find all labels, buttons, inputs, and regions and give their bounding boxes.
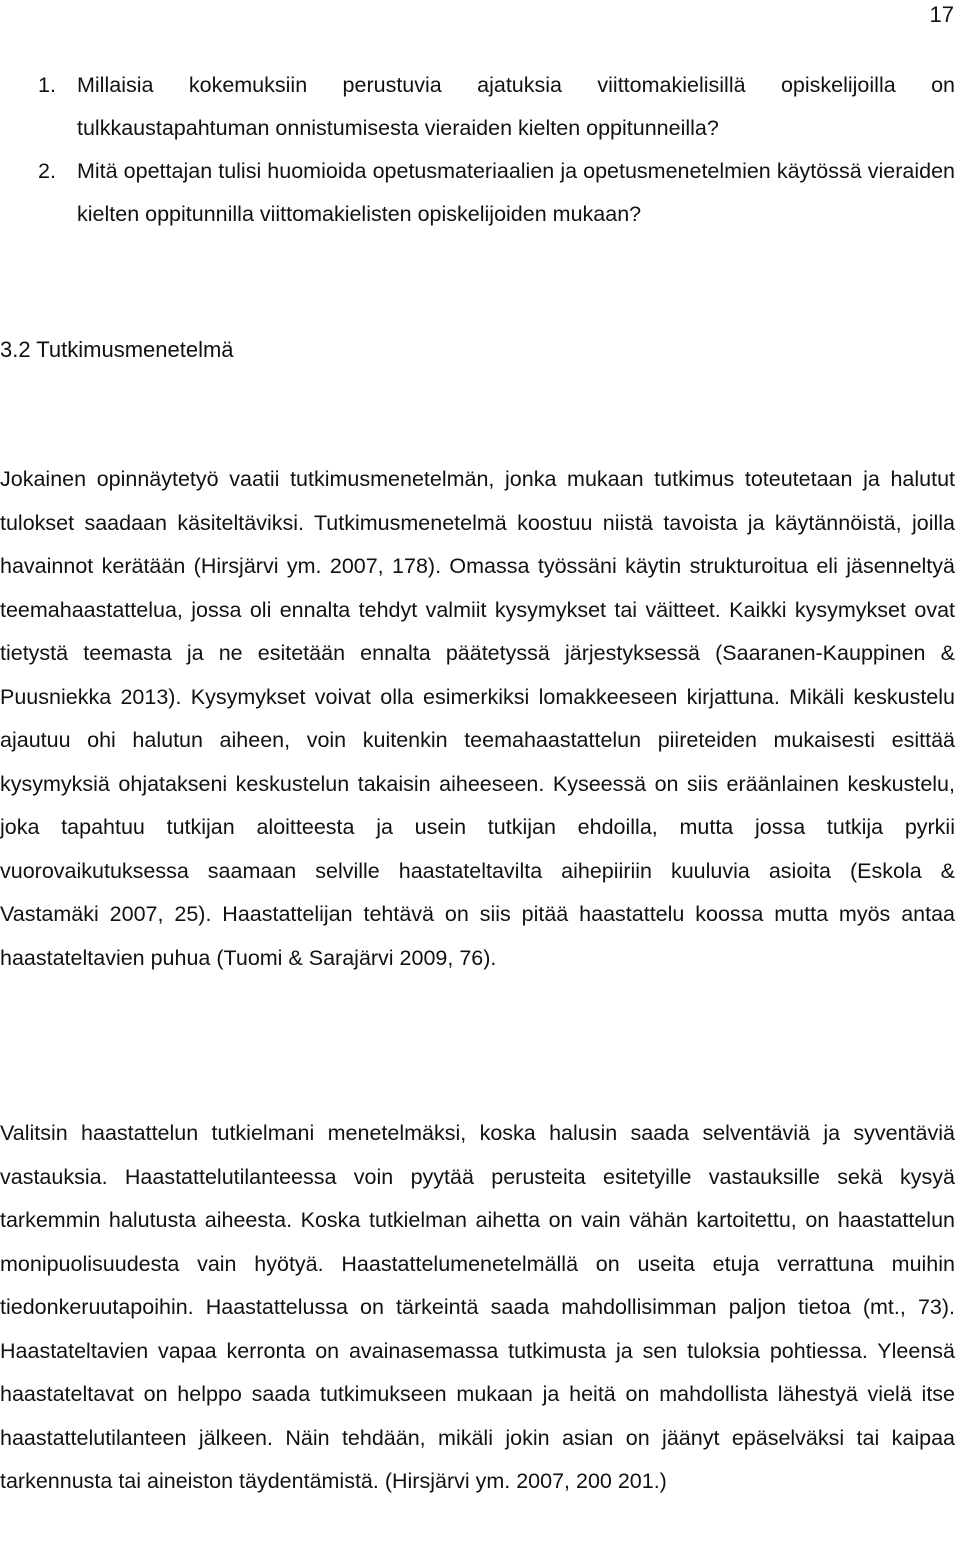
body-paragraph: Valitsin haastattelun tutkielmani menetelmäksi, koska halusin saada selventäviä ja syventäviä vastauksia. Haastattelutilanteessa voin pyytää perusteita esitetyille vastauksille sekä kysyä tarkemmin halutusta aiheesta. Koska tutkielman aihetta on vain vähän kartoitettu, on haastattelun monipuolisuudesta vain hyötyä. Haastattelumenetelmällä on useita etuja verrattuna muihin tiedonkeruutapoihin. Haastattelussa on tärkeintä saada mahdollisimman paljon tietoa (mt., 73). Haastateltavien vapaa kerronta on avainasemassa tutkimusta ja sen tuloksia pohtiessa. Yleensä haastateltavat on helppo saada tutkimukseen mukaan ja heitä on mahdollista lähestyä vielä itse haastattelutilanteen jälkeen. Näin tehdään, mikäli jokin asian on jäänyt epäselväksi tai kaipaa tarkennusta tai aineiston täydentämistä. (Hirsjärvi ym. 2007, 200 201.)	[0, 1121, 955, 1493]
body-paragraph: Jokainen opinnäytetyö vaatii tutkimusmenetelmän, jonka mukaan tutkimus toteutetaan ja halutut tulokset saadaan käsiteltäviksi. Tutkimusmenetelmä koostuu niistä tavoista ja käytännöistä, joilla havainnot kerätään (Hirsjärvi ym. 2007, 178). Omassa työssäni käytin strukturoitua eli jäsenneltyä teemahaastattelua, jossa oli ennalta tehdyt valmiit kysymykset tai väitteet. Kaikki kysymykset ovat tietystä teemasta ja ne esitetään ennalta päätetyssä järjestyksessä (Saaranen-Kauppinen & Puusniekka 2013). Kysymykset voivat olla esimerkiksi lomakkeeseen kirjattuna. Mikäli keskustelu ajautuu ohi halutun aiheen, voin kuitenkin teemahaastattelun piireteiden mukaisesti esittää kysymyksiä ohjatakseni keskustelun takaisin aiheeseen. Kyseessä on siis eräänlainen keskustelu, joka tapahtuu tutkijan aloitteesta ja usein tutkijan ehdoilla, mutta jossa tutkija pyrkii vuorovaikutuksessa saamaan selville haastateltavilta aihepiiriin kuuluvia asioita (Eskola & Vastamäki 2007, 25). Haastattelijan tehtävä on siis pitää haastattelu koossa mutta myös antaa haastateltavien puhua (Tuomi & Sarajärvi 2009, 76).	[0, 467, 955, 970]
research-question	[0, 64, 955, 150]
question-number: 1.	[38, 73, 56, 97]
question-number: 2.	[38, 159, 56, 183]
page-number: 17	[929, 2, 954, 27]
section-heading: 3.2 Tutkimusmenetelmä	[0, 337, 234, 362]
research-questions-list	[0, 64, 955, 236]
question-text: Mitä opettajan tulisi huomioida opetusmateriaalien ja opetusmenetelmien käytössä vieraiden kielten oppitunnilla viittomakielisten opiskelijoiden mukaan?	[77, 159, 955, 226]
research-question	[0, 150, 955, 236]
question-text: Millaisia kokemuksiin perustuvia ajatuksia viittomakielisillä opiskelijoilla on tulkkaustapahtuman onnistumisesta vieraiden kielten oppitunneilla?	[77, 73, 955, 140]
